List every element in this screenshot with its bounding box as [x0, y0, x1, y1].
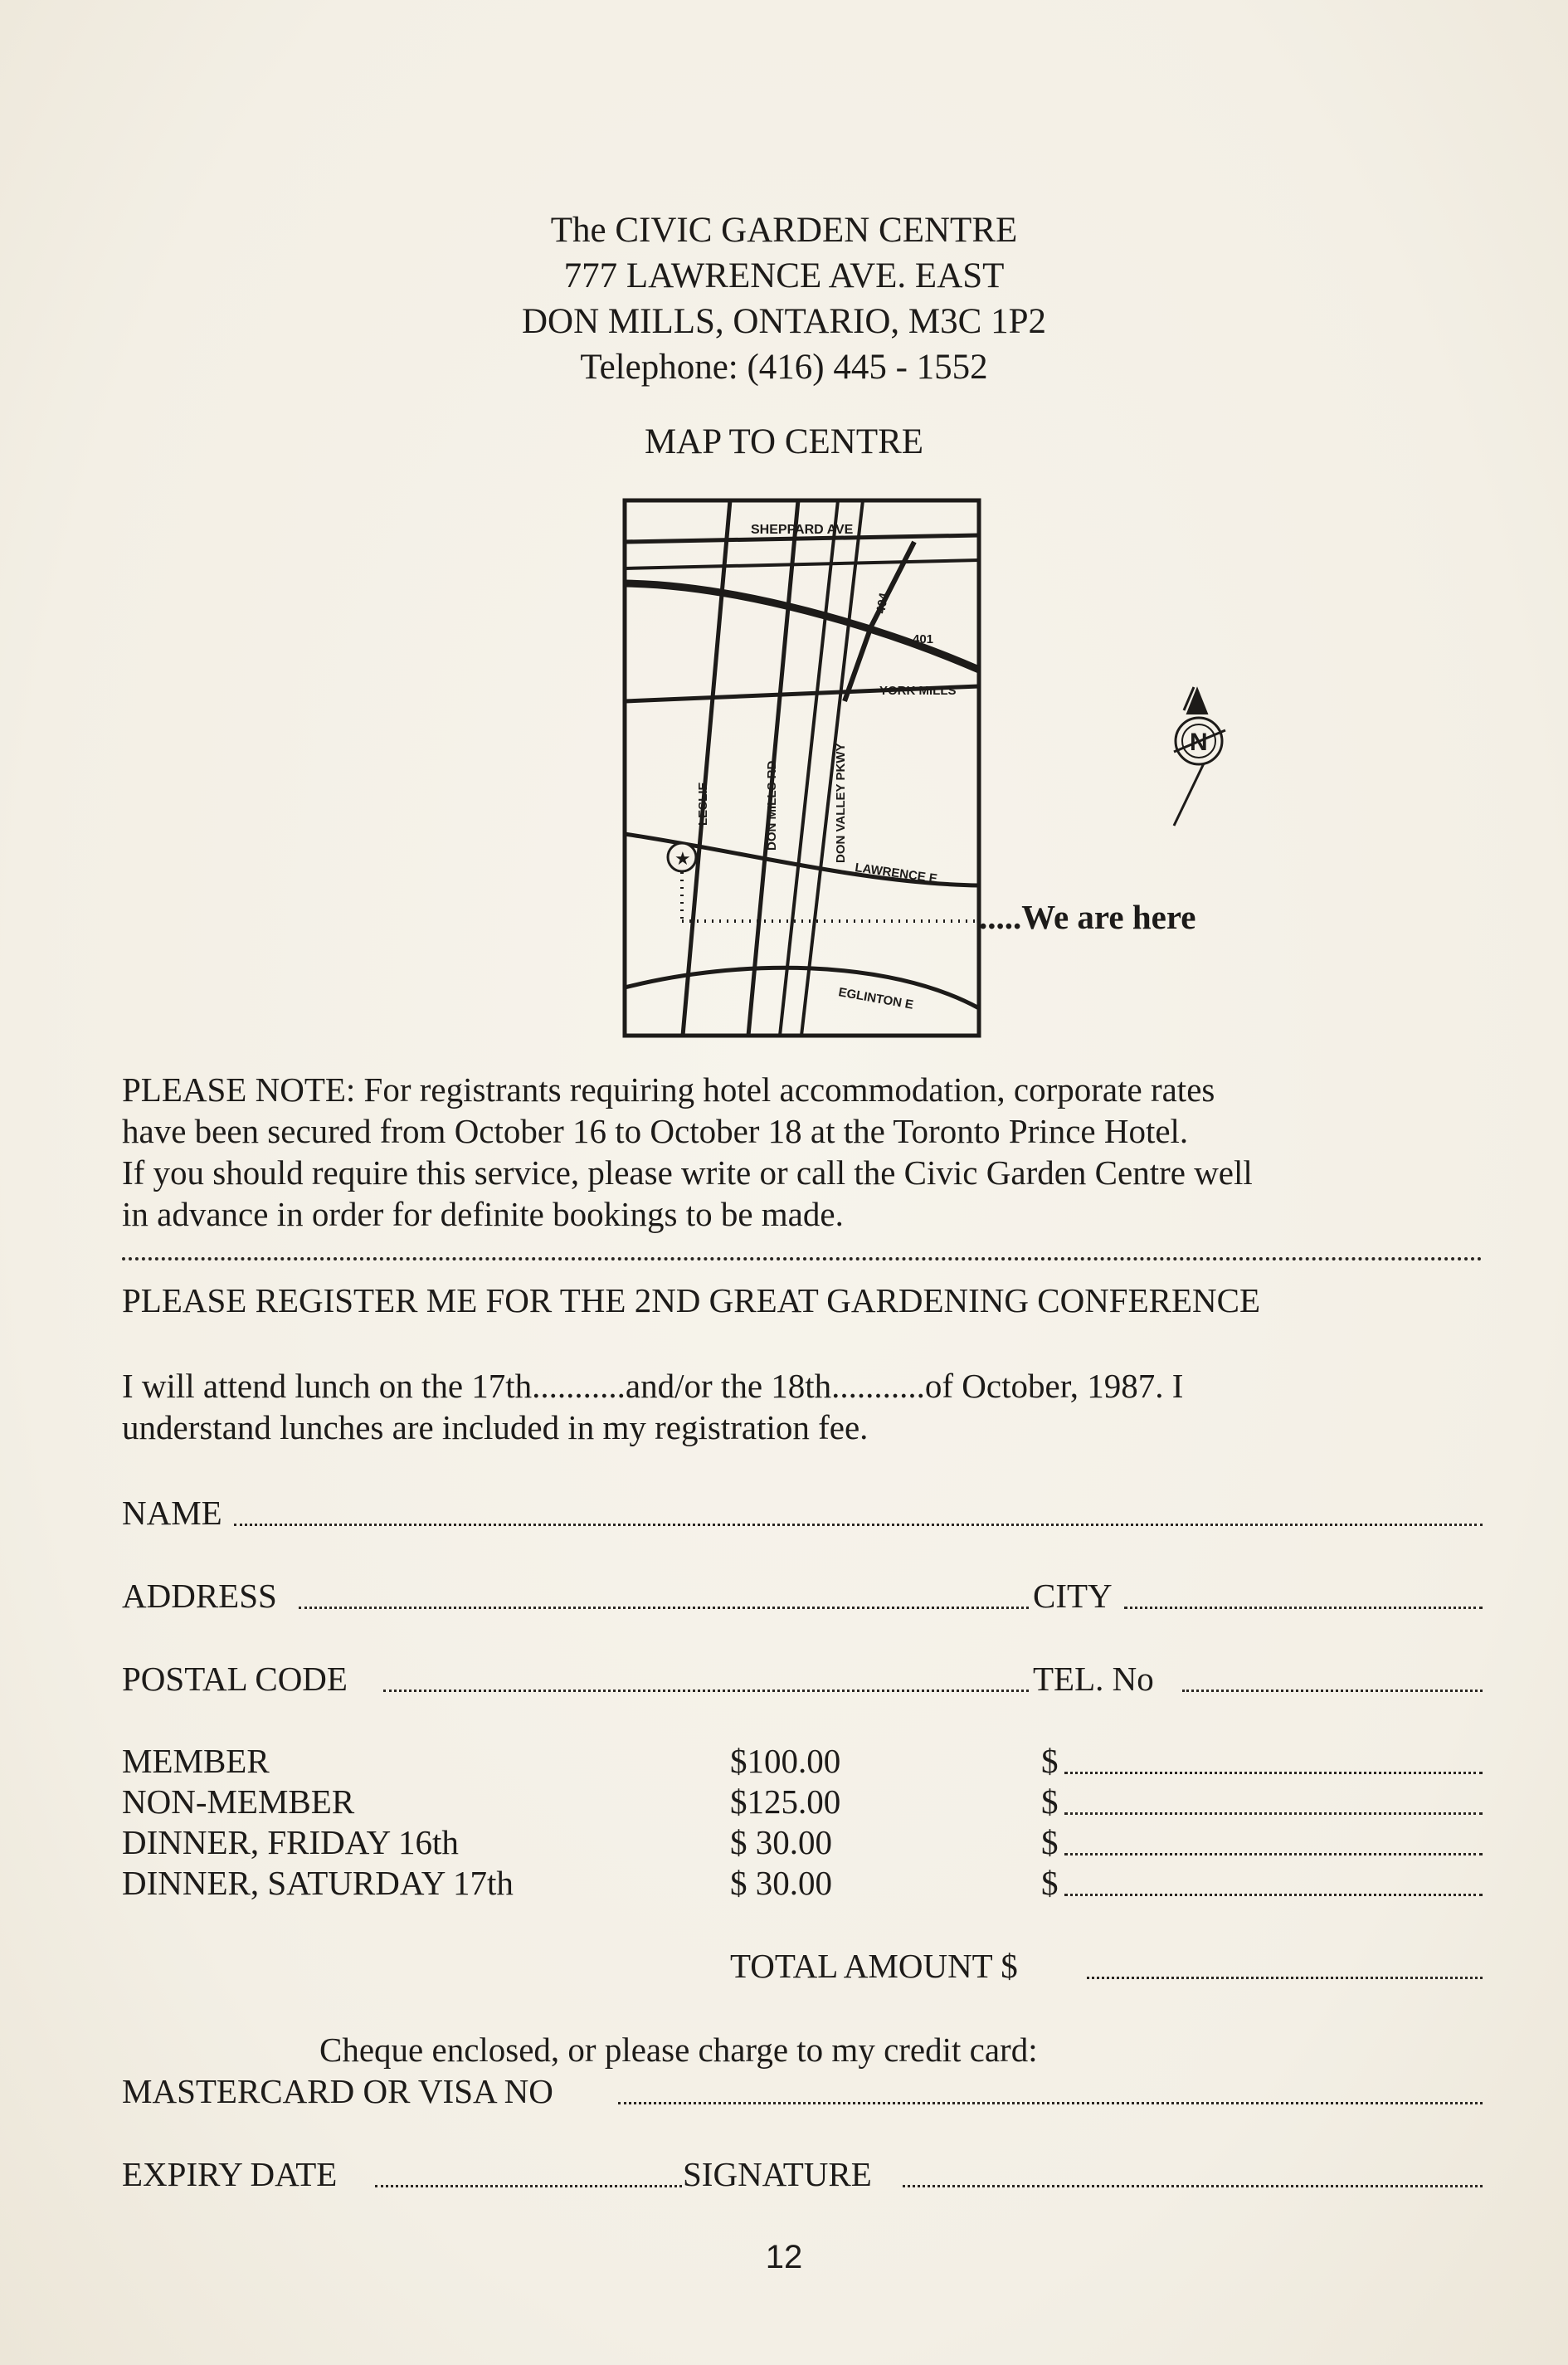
notice-line-4: in advance in order for definite bookings to be made.: [122, 1195, 844, 1233]
map-border: [625, 500, 979, 1036]
leslie-road: [683, 500, 730, 1036]
we-are-here-label: .....We are here: [979, 898, 1196, 936]
fee-amount-field[interactable]: [1064, 1894, 1483, 1896]
city-field[interactable]: [1124, 1607, 1483, 1609]
city-label: CITY: [1033, 1577, 1113, 1615]
fee-price: $125.00: [730, 1782, 841, 1821]
address-field[interactable]: [299, 1607, 1029, 1609]
lawrence-label: LAWRENCE E: [854, 861, 938, 886]
card-number-label: MASTERCARD OR VISA NO: [122, 2072, 553, 2110]
fee-amount-field[interactable]: [1064, 1853, 1483, 1855]
fee-price: $ 30.00: [730, 1864, 832, 1902]
fee-label: DINNER, FRIDAY 16th: [122, 1823, 459, 1861]
name-label: NAME: [122, 1494, 222, 1532]
leslie-label: LESLIE: [696, 782, 710, 826]
notice-line-2: have been secured from October 16 to October 18 at the Toronto Prince Hotel.: [122, 1112, 1189, 1150]
page-number: 12: [765, 2239, 803, 2275]
star-icon: ★: [674, 848, 691, 869]
fee-price: $ 30.00: [730, 1823, 832, 1861]
fee-price: $100.00: [730, 1742, 841, 1780]
address-label: ADDRESS: [122, 1577, 277, 1615]
registration-heading: PLEASE REGISTER ME FOR THE 2ND GREAT GARDENING CONFERENCE: [122, 1281, 1261, 1319]
signature-field[interactable]: [903, 2185, 1483, 2187]
total-amount-field[interactable]: [1087, 1977, 1483, 1979]
fee-currency: $: [1041, 1823, 1059, 1861]
tel-field[interactable]: [1182, 1690, 1483, 1692]
fee-currency: $: [1041, 1782, 1059, 1821]
signature-label: SIGNATURE: [683, 2155, 872, 2193]
eglinton-road: [625, 968, 979, 1008]
centre-street: 777 LAWRENCE AVE. EAST: [563, 256, 1005, 295]
notice-line-3: If you should require this service, please write or call the Civic Garden Centre well: [122, 1153, 1253, 1192]
cut-line-divider: [122, 1257, 1483, 1261]
lunch-attendance-line[interactable]: I will attend lunch on the 17th...........and/or the 18th...........of October, 1987. I: [122, 1367, 1184, 1405]
expiry-date-field[interactable]: [375, 2185, 682, 2187]
total-amount-label: TOTAL AMOUNT $: [730, 1947, 1018, 1985]
hwy-404-label: 404: [874, 592, 892, 615]
centre-city: DON MILLS, ONTARIO, M3C 1P2: [521, 302, 1047, 341]
card-number-field[interactable]: [618, 2102, 1483, 2104]
fee-label: DINNER, SATURDAY 17th: [122, 1864, 514, 1902]
fee-currency: $: [1041, 1864, 1059, 1902]
tel-label: TEL. No: [1033, 1660, 1154, 1698]
postal-code-label: POSTAL CODE: [122, 1660, 348, 1698]
york-mills-label: YORK MILLS: [879, 684, 957, 698]
eglinton-label: EGLINTON E: [837, 985, 915, 1012]
sheppard-label: SHEPPARD AVE: [751, 523, 854, 537]
expiry-date-label: EXPIRY DATE: [122, 2155, 338, 2193]
notice-line-1: [122, 1069, 1215, 1110]
hwy-401-label: 401: [913, 632, 934, 646]
compass-north-icon: [1149, 680, 1249, 830]
fee-amount-field[interactable]: [1064, 1772, 1483, 1774]
lunch-note-line: understand lunches are included in my registration fee.: [122, 1408, 869, 1446]
name-field[interactable]: [234, 1524, 1483, 1526]
fee-amount-field[interactable]: [1064, 1812, 1483, 1815]
map-title: MAP TO CENTRE: [644, 422, 924, 461]
compass-letter: N: [1190, 729, 1208, 756]
fee-currency: $: [1041, 1742, 1059, 1780]
payment-line: Cheque enclosed, or please charge to my credit card:: [319, 2031, 1038, 2069]
centre-name: The CIVIC GARDEN CENTRE: [550, 211, 1018, 250]
notice-lead: PLEASE NOTE:: [122, 1070, 356, 1109]
don-valley-label: DON VALLEY PKWY: [834, 743, 848, 863]
notice-text-1: For registrants requiring hotel accommodation, corporate rates: [355, 1070, 1215, 1109]
don-mills-label: DON MILLS RD: [765, 760, 779, 851]
fee-label: MEMBER: [122, 1742, 270, 1780]
centre-telephone: Telephone: (416) 445 - 1552: [580, 348, 988, 387]
hwy-401-road: [625, 583, 979, 670]
location-map: [614, 494, 987, 1041]
fee-label: NON-MEMBER: [122, 1782, 355, 1821]
postal-code-field[interactable]: [383, 1690, 1029, 1692]
